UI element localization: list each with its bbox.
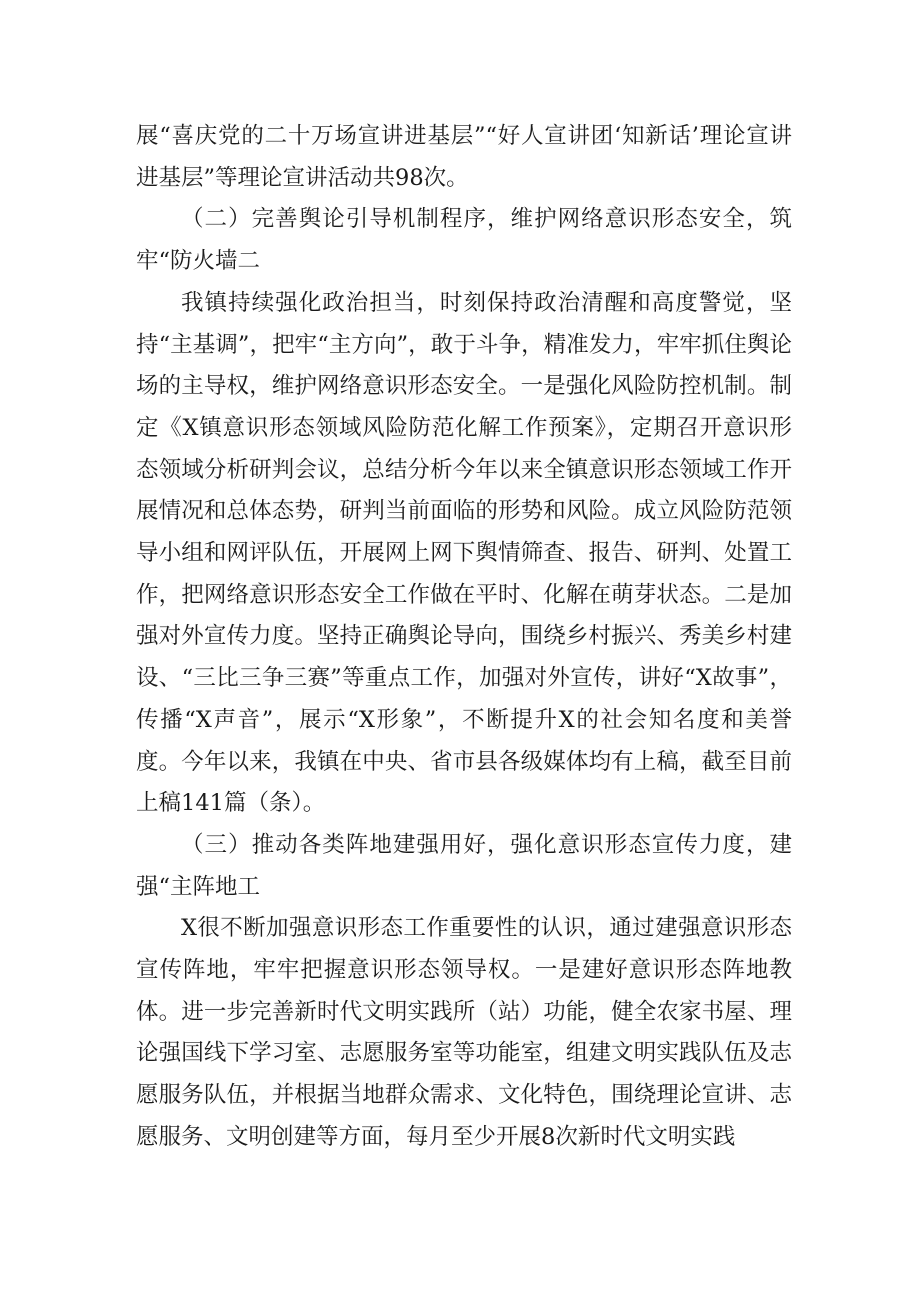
document-body [136,116,792,1159]
paragraph-continuation: 展“喜庆党的二十万场宣讲进基层”“好人宣讲团‘知新话’理论宣讲进基层”等理论宣讲活动共98次。 [136,123,792,191]
section-heading-2: （二）完善舆论引导机制程序，维护网络意识形态安全，筑牢“防火墙二 [136,206,792,275]
paragraph-propaganda-positions: X很不断加强意识形态工作重要性的认识，通过建强意识形态宣传阵地，牢牢把握意识形态领导权。一是建好意识形态阵地教体。进一步完善新时代文明实践所（站）功能，健全农家书屋、理论强国线下学习室、志愿服务室等功能室，组建文明实践队伍及志愿服务队伍，并根据当地群众需求、文化特色，围绕理论宣讲、志愿服务、文明创建等方面，每月至少开展8次新时代文明实践 [136,915,792,1150]
paragraph-network-security: 我镇持续强化政治担当，时刻保持政治清醒和高度警觉，坚持“主基调”，把牢“主方向”，敢于斗争，精准发力，牢牢抓住舆论场的主导权，维护网络意识形态安全。一是强化风险防控机制。制定《X镇意识形态领域风险防范化解工作预案》，定期召开意识形态领域分析研判会议，总结分析今年以来全镇意识形态领域工作开展情况和总体态势，研判当前面临的形势和风险。成立风险防范领导小组和网评队伍，开展网上网下舆情筛查、报告、研判、处置工作，把网络意识形态安全工作做在平时、化解在萌芽状态。二是加强对外宣传力度。坚持正确舆论导向，围绕乡村振兴、秀美乡村建设、“三比三争三赛”等重点工作，加强对外宣传，讲好“X故事”，传播“X声音”，展示“X形象”，不断提升X的社会知名度和美誉度。今年以来，我镇在中央、省市县各级媒体均有上稿，截至目前上稿141篇（条）。 [136,289,792,817]
section-heading-3: （三）推动各类阵地建强用好，强化意识形态宣传力度，建强“主阵地工 [136,831,792,900]
